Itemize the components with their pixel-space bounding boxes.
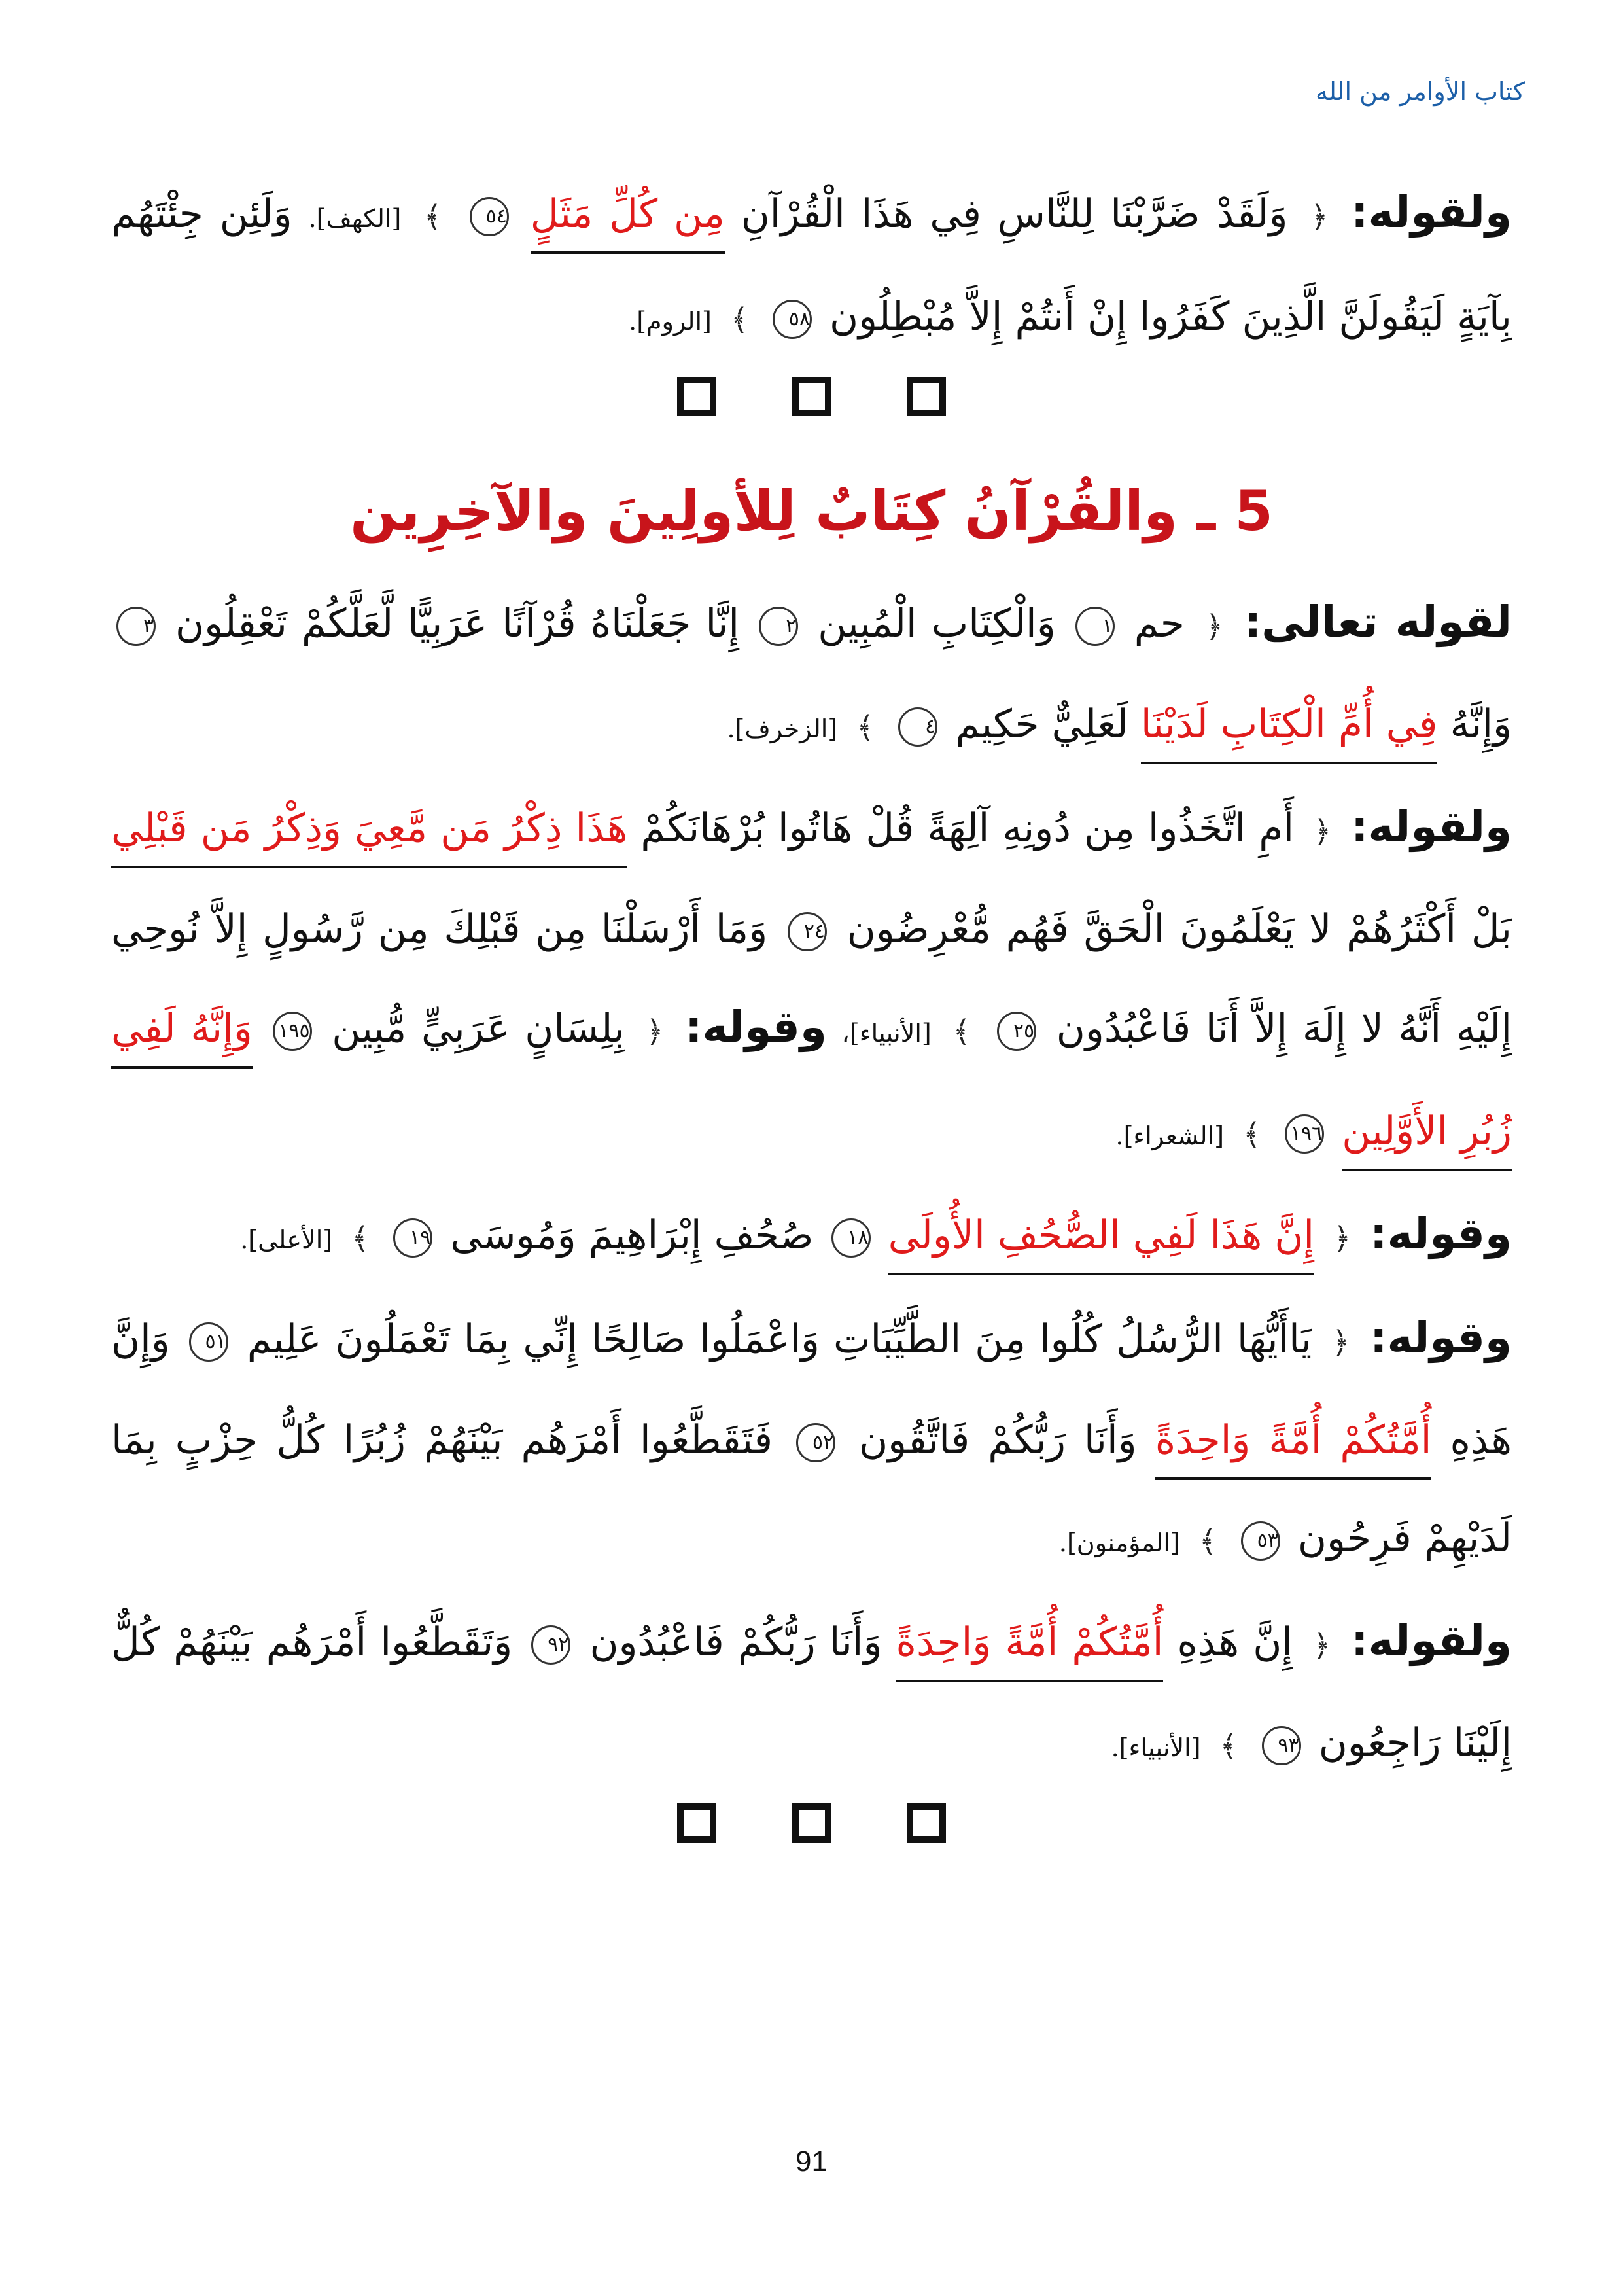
paragraph-lead: وقوله: <box>685 1002 827 1052</box>
ayah-number: ٥٣ <box>1241 1521 1280 1561</box>
surah-reference: [المؤمنون]. <box>1058 1528 1180 1557</box>
section-separator <box>111 1803 1512 1888</box>
square-bullet-icon <box>677 377 716 416</box>
verse-text: أَمِ اتَّخَذُوا مِن دُونِهِ آلِهَةً قُلْ هَاتُوا بُرْهَانَكُمْ <box>627 805 1295 851</box>
verse-highlight: وَإِنَّهُ لَفِي زُبُرِ الأَوَّلِين <box>111 1006 1512 1171</box>
ayah-number: ١٩ <box>393 1218 432 1258</box>
section-separator <box>111 377 1512 462</box>
verse-text: صُحُفِ إِبْرَاهِيمَ وَمُوسَى <box>450 1212 814 1258</box>
section-dash: ـ <box>1196 479 1216 543</box>
verse-paragraph-zukhruf <box>111 573 1512 778</box>
surah-reference: [الأنبياء]. <box>1111 1733 1201 1762</box>
ayah-number: ٥١ <box>189 1322 228 1362</box>
ayah-number: ٢٤ <box>788 912 827 951</box>
ayah-number: ١٨ <box>831 1218 871 1258</box>
surah-reference: [الشعراء]. <box>1115 1122 1225 1150</box>
ayah-number: ١ <box>1075 607 1115 646</box>
quote-open-ornament: ﴿ <box>1333 1220 1352 1256</box>
running-header-book-title: كتاب الأوامر من الله <box>1316 77 1525 106</box>
verse-paragraph-anbiya <box>111 1592 1512 1797</box>
surah-reference: [الأنبياء]، <box>841 1019 932 1048</box>
ayah-number: ٩٣ <box>1262 1726 1301 1765</box>
intro-verse-part-1: وَلَقَدْ ضَرَّبْنَا لِلنَّاسِ فِي هَذَا الْقُرْآنِ <box>724 191 1288 237</box>
verse-text: لَعَلِيٌّ حَكِيم <box>955 701 1128 747</box>
square-bullet-icon <box>792 1803 831 1843</box>
verse-text: وَإِنَّ هَذِهِ <box>111 1316 1512 1463</box>
verse-paragraph-muminun <box>111 1289 1512 1592</box>
verse-highlight: أُمَّتُكُمْ أُمَّةً وَاحِدَةً <box>896 1619 1164 1682</box>
verse-highlight: أُمَّتُكُمْ أُمَّةً وَاحِدَةً <box>1155 1417 1432 1480</box>
ayah-number: ٥٢ <box>796 1423 835 1462</box>
paragraph-lead: ولقوله: <box>1351 1616 1512 1666</box>
quote-close-ornament: ﴾ <box>351 1220 370 1256</box>
verse-paragraph-ala <box>111 1185 1512 1289</box>
quote-close-ornament: ﴾ <box>1243 1116 1261 1152</box>
verse-text: إِنَّ هَذِهِ <box>1163 1619 1293 1665</box>
verse-text: وَالْكِتَابِ الْمُبِين <box>818 601 1056 646</box>
verse-paragraph-anbiya-shuara <box>111 778 1512 1185</box>
ayah-number: ٢٥ <box>997 1012 1036 1051</box>
quote-open-ornament: ﴿ <box>1332 1324 1350 1360</box>
ayah-number: ٣ <box>116 607 156 646</box>
section-title-text: والقُرْآنُ كِتَابٌ لِلأولِينَ والآخِرِين <box>350 479 1178 543</box>
ayah-number: ٥٤ <box>470 197 509 236</box>
paragraph-lead: وقوله: <box>1370 1209 1512 1259</box>
ayah-number: ٥٨ <box>773 300 812 339</box>
quote-open-ornament: ﴿ <box>1314 813 1332 849</box>
ayah-number: ٢ <box>759 607 798 646</box>
page-number: 91 <box>795 2146 828 2178</box>
intro-verse-part-2: وَلَئِن جِئْتَهُم بِآيَةٍ لَيَقُولَنَّ الَّذِينَ كَفَرُوا إِنْ أَنتُمْ إِلاَّ مُبْطِلُون <box>111 191 1512 340</box>
ayah-number: ١٩٥ <box>273 1012 312 1051</box>
surah-reference: [الروم]. <box>629 307 712 336</box>
verse-highlight: فِي أُمِّ الْكِتَابِ لَدَيْنَا <box>1141 701 1438 764</box>
square-bullet-icon <box>677 1803 716 1843</box>
quote-close-ornament: ﴾ <box>730 302 748 337</box>
quote-open-ornament: ﴿ <box>646 1014 664 1049</box>
page-content <box>111 164 1512 1888</box>
quote-open-ornament: ﴿ <box>1310 199 1329 234</box>
square-bullet-icon <box>907 1803 946 1843</box>
verse-text: وَإِنَّهُ <box>1450 701 1512 747</box>
intro-paragraph <box>111 164 1512 370</box>
paragraph-lead: لقوله تعالى: <box>1244 597 1512 647</box>
ayah-number: ٩٢ <box>531 1625 570 1665</box>
verse-highlight: هَذَا ذِكْرُ مَن مَّعِيَ وَذِكْرُ مَن قَبْلِي <box>111 805 627 868</box>
quote-close-ornament: ﴾ <box>1198 1523 1217 1559</box>
ayah-number: ٤ <box>898 707 937 747</box>
quote-close-ornament: ﴾ <box>1219 1728 1238 1763</box>
verse-text: يَاأَيُّهَا الرُّسُلُ كُلُوا مِنَ الطَّيِّبَاتِ وَاعْمَلُوا صَالِحًا إِنِّي بِمَا تَعْمَلُونَ عَلِيم <box>247 1316 1312 1362</box>
paragraph-lead: ولقوله: <box>1351 802 1512 852</box>
section-number: 5 <box>1234 479 1273 543</box>
verse-text: وَأَنَا رَبُّكُمْ فَاتَّقُون <box>859 1417 1155 1463</box>
verse-text: بِلِسَانٍ عَرَبِيٍّ مُّبِين <box>332 1006 625 1051</box>
verse-text: وَتَقَطَّعُوا أَمْرَهُم بَيْنَهُمْ كُلٌّ إِلَيْنَا رَاجِعُون <box>111 1619 1512 1766</box>
surah-reference: [الزخرف]. <box>727 715 838 743</box>
section-title <box>111 462 1512 573</box>
quote-close-ornament: ﴾ <box>856 709 875 745</box>
ayah-number: ١٩٦ <box>1285 1114 1324 1154</box>
quote-open-ornament: ﴿ <box>1205 609 1223 644</box>
verse-text: بَلْ أَكْثَرُهُمْ لا يَعْلَمُونَ الْحَقَّ فَهُم مُّعْرِضُون <box>846 906 1512 952</box>
verse-text: فَتَقَطَّعُوا أَمْرَهُم بَيْنَهُمْ زُبُرًا كُلُّ حِزْبٍ بِمَا لَدَيْهِمْ فَرِحُون <box>111 1417 1512 1561</box>
intro-verse-highlight: مِن كُلِّ مَثَلٍ <box>531 191 725 254</box>
square-bullet-icon <box>792 377 831 416</box>
verse-text: إِنَّا جَعَلْنَاهُ قُرْآنًا عَرَبِيًّا لَّعَلَّكُمْ تَعْقِلُون <box>175 601 740 646</box>
square-bullet-icon <box>907 377 946 416</box>
verse-highlight: إِنَّ هَذَا لَفِي الصُّحُفِ الأُولَى <box>888 1212 1314 1275</box>
surah-reference: [الأعلى]. <box>240 1226 333 1254</box>
verse-text: وَمَا أَرْسَلْنَا مِن قَبْلِكَ مِن رَّسُولٍ إِلاَّ نُوحِي إِلَيْهِ أَنَّهُ لا إِلَهَ إِلاَّ أَنَا فَاعْبُدُون <box>111 906 1512 1051</box>
verse-text: حم <box>1134 601 1185 646</box>
surah-reference: [الكهف]. <box>308 204 402 233</box>
paragraph-lead: وقوله: <box>1370 1313 1512 1363</box>
quote-close-ornament: ﴾ <box>424 199 442 234</box>
quote-open-ornament: ﴿ <box>1313 1627 1331 1663</box>
verse-text: وَأَنَا رَبُّكُمْ فَاعْبُدُون <box>589 1619 896 1665</box>
intro-lead: ولقوله: <box>1351 187 1512 238</box>
quote-close-ornament: ﴾ <box>952 1014 971 1049</box>
